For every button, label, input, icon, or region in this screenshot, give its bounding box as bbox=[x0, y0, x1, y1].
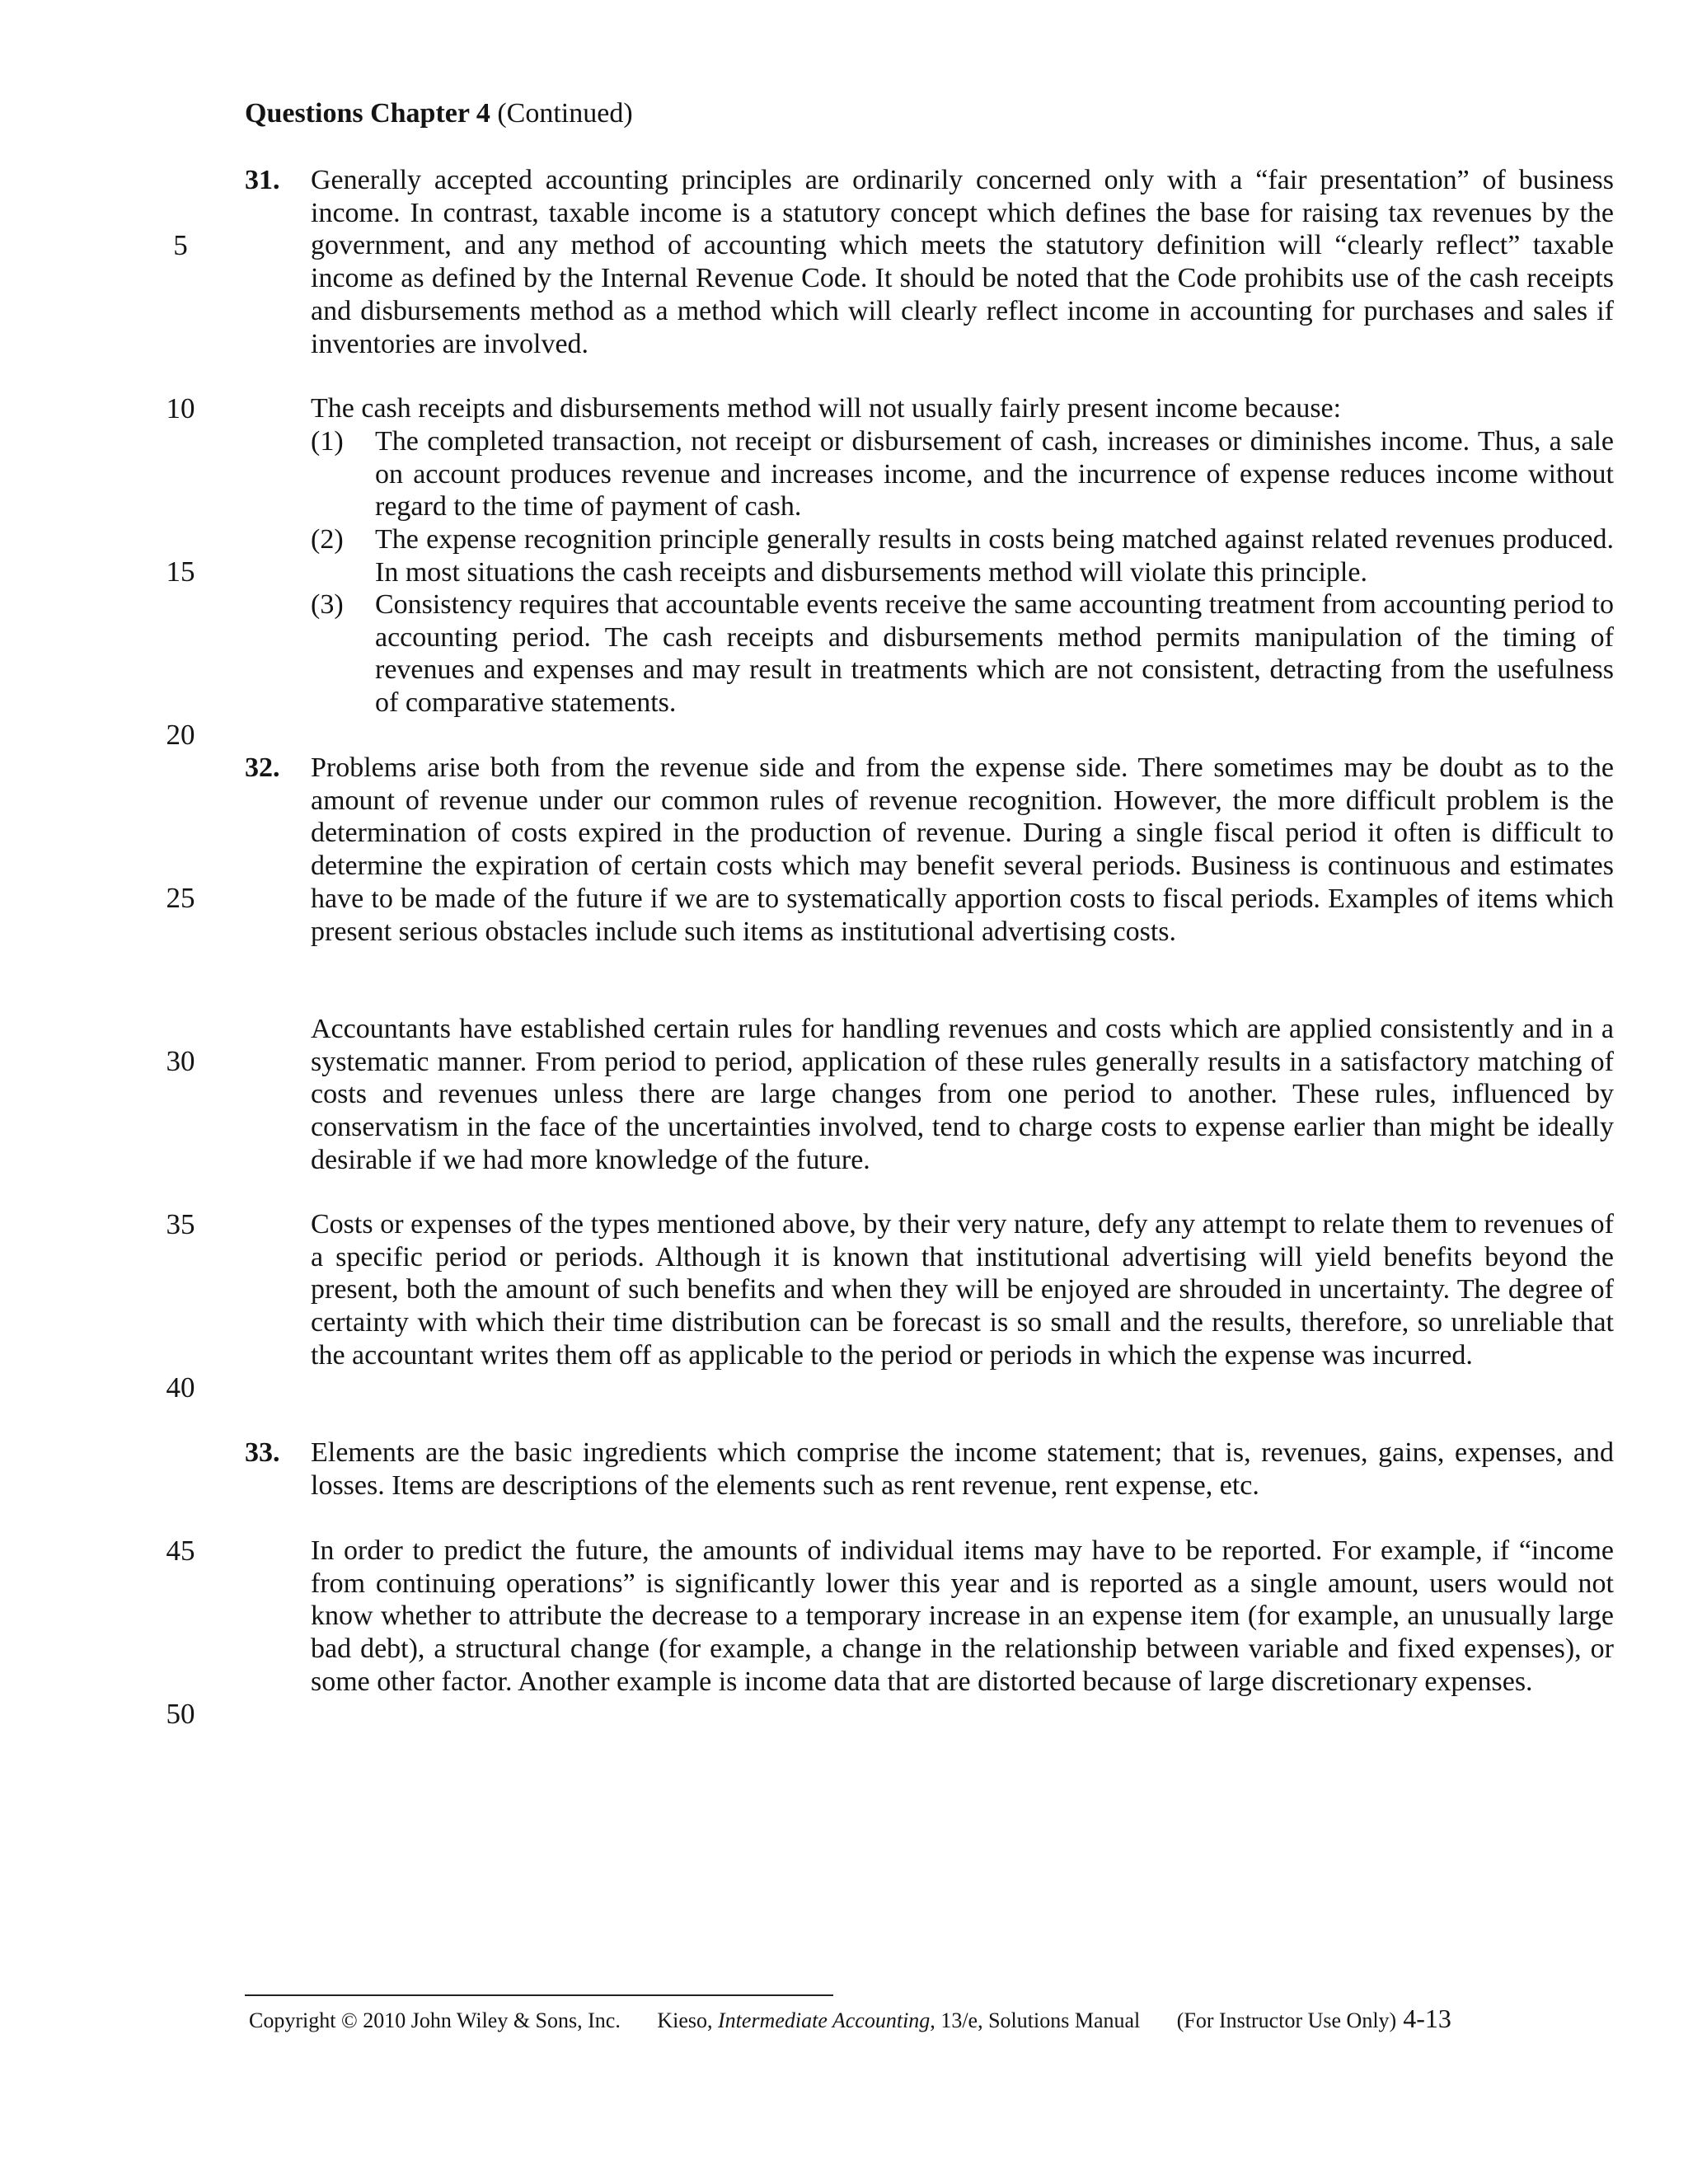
question-33-paragraph-1: Elements are the basic ingredients which comprise the income statement; that is, revenues, gains, expenses, and losses. Items are descriptions of the elements such as rent revenue, rent expense, etc. bbox=[311, 1437, 1614, 1501]
page-footer bbox=[249, 2004, 1451, 2035]
item-text: The expense recognition principle generally results in costs being matched against related revenues produced. In most situations the cash receipts and disbursements method will violate this principle. bbox=[375, 524, 1614, 588]
question-31-paragraph-2: The cash receipts and disbursements method will not usually fairly present income because: bbox=[311, 393, 1342, 424]
footer-use-note: (For Instructor Use Only) bbox=[1176, 2008, 1397, 2032]
question-31-item-3 bbox=[311, 588, 1614, 719]
footer-edition: 13/e, Solutions Manual bbox=[935, 2008, 1141, 2032]
item-text: Consistency requires that accountable events receive the same accounting treatment from accounting period to accounting period. The cash receipts and disbursements method permits manipulation of the timing of revenues and expenses and may result in treatments which are not consistent, detracting from the usefulness of comparative statements. bbox=[375, 589, 1614, 719]
footer-copyright: Copyright © 2010 John Wiley & Sons, Inc. bbox=[249, 2008, 621, 2032]
line-number-35: 35 bbox=[166, 1208, 195, 1240]
question-33-number: 33. bbox=[245, 1437, 280, 1468]
item-label: (3) bbox=[311, 589, 344, 620]
question-31-paragraph-1: Generally accepted accounting principles are ordinarily concerned only with a “fair presentation” of business income. In contrast, taxable income is a statutory concept which defines the base for raising tax revenues by the government, and any method of accounting which meets the statutory definition will “clearly reflect” taxable income as defined by the Internal Revenue Code. It should be noted that the Code prohibits use of the cash receipts and disbursements method as a method which will clearly reflect income in accounting for purchases and sales if inventories are involved. bbox=[311, 165, 1614, 359]
question-31-item-1 bbox=[311, 425, 1614, 523]
line-number-10: 10 bbox=[166, 392, 195, 424]
question-31-number: 31. bbox=[245, 165, 280, 195]
page-heading bbox=[245, 97, 633, 130]
question-31-item-2 bbox=[311, 523, 1614, 588]
line-number-25: 25 bbox=[166, 882, 195, 914]
line-number-40: 40 bbox=[166, 1371, 195, 1404]
heading-bold: Questions Chapter 4 bbox=[245, 98, 490, 129]
line-number-15: 15 bbox=[166, 555, 195, 588]
line-number-45: 45 bbox=[166, 1535, 195, 1567]
footer-author: Kieso, bbox=[657, 2008, 719, 2032]
footer-rule bbox=[245, 1994, 833, 1996]
item-text: The completed transaction, not receipt or disbursement of cash, increases or diminishes income. Thus, a sale on account produces revenue and increases income, and the incurrence of expense reduces income without regard to the time of payment of cash. bbox=[375, 426, 1614, 523]
item-label: (1) bbox=[311, 426, 344, 457]
question-32-number: 32. bbox=[245, 752, 280, 783]
question-32-paragraph-3: Costs or expenses of the types mentioned above, by their very nature, defy any attempt to relate them to revenues of a specific period or periods. Although it is known that institutional advertising will yield benefits beyond the present, both the amount of such benefits and when they will be enjoyed are shrouded in uncertainty. The degree of certainty with which their time distribution can be forecast is so small and the results, therefore, so unreliable that the accountant writes them off as applicable to the period or periods in which the expense was incurred. bbox=[311, 1209, 1614, 1371]
footer-citation bbox=[657, 2008, 1140, 2032]
item-label: (2) bbox=[311, 524, 344, 555]
question-33-paragraph-2: In order to predict the future, the amounts of individual items may have to be reported. For example, if “income from continuing operations” is significantly lower this year and is reported as a single amount, users would not know whether to attribute the decrease to a temporary increase in an expense item (for example, an unusually large bad debt), a structural change (for example, a change in the relationship between variable and fixed expenses), or some other factor. Another example is income data that are distorted because of large discretionary expenses. bbox=[311, 1535, 1614, 1697]
footer-book-title: Intermediate Accounting, bbox=[718, 2008, 935, 2032]
line-number-50: 50 bbox=[166, 1698, 195, 1730]
line-number-20: 20 bbox=[166, 719, 195, 751]
heading-rest: (Continued) bbox=[490, 98, 633, 129]
question-32-paragraph-2: Accountants have established certain rules for handling revenues and costs which are applied consistently and in a systematic manner. From period to period, application of these rules generally results in a satisfactory matching of costs and revenues unless there are large changes from one period to another. These rules, influenced by conservatism in the face of the uncertainties involved, tend to charge costs to expense earlier than might be ideally desirable if we had more knowledge of the future. bbox=[311, 1014, 1614, 1175]
question-32-paragraph-1: Problems arise both from the revenue side and from the expense side. There sometimes may be doubt as to the amount of revenue under our common rules of revenue recognition. However, the more difficult problem is the determination of costs expired in the production of revenue. During a single fiscal period it often is difficult to determine the expiration of certain costs which may benefit several periods. Business is continuous and estimates have to be made of the future if we are to systematically apportion costs to fiscal periods. Examples of items which present serious obstacles include such items as institutional advertising costs. bbox=[311, 752, 1614, 947]
line-number-30: 30 bbox=[166, 1045, 195, 1077]
page-number: 4-13 bbox=[1403, 2004, 1451, 2033]
line-number-5: 5 bbox=[173, 229, 188, 261]
